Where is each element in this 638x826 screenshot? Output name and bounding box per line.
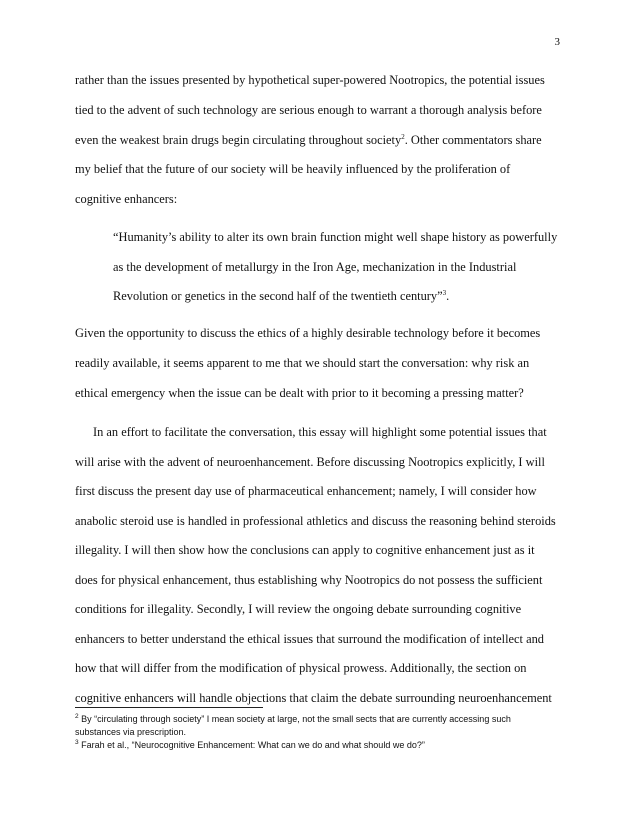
text-line: ethical emergency when the issue can be dealt with prior to it becoming a pressing matter? [75, 386, 524, 400]
text-segment: Revolution or genetics in the second half of the twentieth century” [113, 289, 443, 303]
text-line: how that will differ from the modification of physical prowess. Additionally, the section on [75, 661, 527, 675]
footnote-text: By “circulating through society” I mean society at large, not the small sects that are currently accessing such [81, 714, 511, 724]
text-line: rather than the issues presented by hypothetical super-powered Nootropics, the potential issues [75, 73, 545, 87]
text-line: will arise with the advent of neuroenhancement. Before discussing Nootropics explicitly, I will [75, 455, 545, 469]
text-line: cognitive enhancers will handle objections that claim the debate surrounding neuroenhancement [75, 691, 552, 705]
text-line: first discuss the present day use of pharmaceutical enhancement; namely, I will consider how [75, 484, 537, 498]
footnote-2 [75, 713, 560, 725]
footnote-2-continued: substances via prescription. [75, 727, 187, 737]
footnote-separator [75, 707, 263, 708]
text-line: illegality. I will then show how the conclusions can apply to cognitive enhancement just as it [75, 543, 535, 557]
text-segment: . Other commentators share [404, 133, 542, 147]
quote-line [113, 289, 560, 303]
footnote-number: 2 [75, 713, 79, 720]
text-segment: . [446, 289, 450, 303]
text-line: tied to the advent of such technology are serious enough to warrant a thorough analysis before [75, 103, 542, 117]
text-line: In an effort to facilitate the conversation, this essay will highlight some potential issues that [93, 425, 547, 439]
footnote-3 [75, 739, 560, 751]
footnote-ref-2: 2 [401, 132, 405, 141]
quote-line: “Humanity’s ability to alter its own brain function might well shape history as powerfully [113, 230, 558, 244]
text-line: my belief that the future of our society will be heavily influenced by the proliferation of [75, 162, 511, 176]
quote-line: as the development of metallurgy in the Iron Age, mechanization in the Industrial [113, 260, 517, 274]
text-line: does for physical enhancement, thus establishing why Nootropics do not possess the sufficient [75, 573, 543, 587]
text-segment: even the weakest brain drugs begin circulating throughout society [75, 133, 402, 147]
text-line: enhancers to better understand the ethical issues that surround the modification of intellect and [75, 632, 544, 646]
text-line: readily available, it seems apparent to me that we should start the conversation: why risk an [75, 356, 530, 370]
footnote-text: Farah et al., “Neurocognitive Enhancement: What can we do and what should we do?” [81, 740, 425, 750]
text-line [75, 133, 560, 147]
footnote-number: 3 [75, 739, 79, 746]
footnote-ref-3: 3 [442, 288, 447, 297]
text-line: conditions for illegality. Secondly, I will review the ongoing debate surrounding cognitive [75, 602, 522, 616]
text-line: Given the opportunity to discuss the ethics of a highly desirable technology before it becomes [75, 326, 541, 340]
text-line: anabolic steroid use is handled in professional athletics and discuss the reasoning behind steroids [75, 514, 556, 528]
text-line: cognitive enhancers: [75, 192, 178, 206]
page-number: 3 [554, 36, 560, 48]
